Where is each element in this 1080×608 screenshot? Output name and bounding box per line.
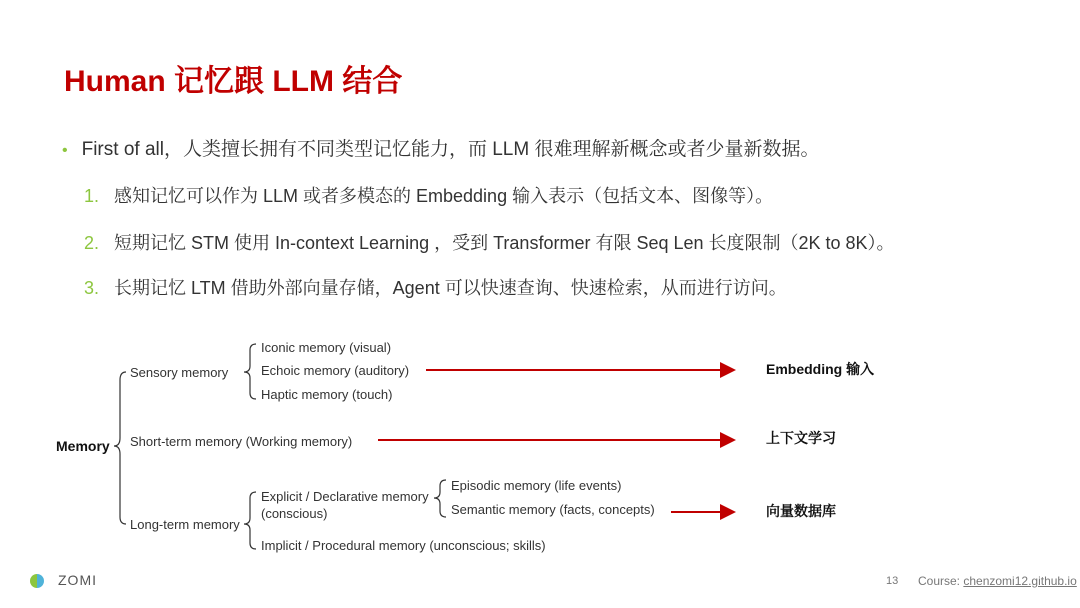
memory-bracket	[114, 372, 126, 524]
iconic-memory-label: Iconic memory (visual)	[261, 340, 392, 355]
long-term-memory-label: Long-term memory	[130, 517, 240, 532]
long-term-bracket	[244, 492, 256, 549]
target-vector-label: 向量数据库	[766, 503, 836, 519]
page-number: 13	[886, 575, 899, 587]
sensory-bracket	[244, 344, 256, 399]
target-context-label: 上下文学习	[766, 430, 836, 446]
point-text: 短期记忆 STM 使用 In-context Learning ，受到 Transformer 有限 Seq Len 长度限制（2K to 8K）。	[114, 233, 895, 253]
short-term-memory-label: Short-term memory (Working memory)	[130, 434, 353, 449]
bullet-dot-icon: •	[62, 142, 68, 159]
explicit-bracket	[434, 480, 446, 517]
zomi-logo-icon	[30, 574, 44, 588]
point-text: 感知记忆可以作为 LLM 或者多模态的 Embedding 输入表示（包括文本、图像等）。	[114, 186, 774, 206]
point-text: 长期记忆 LTM 借助外部向量存储，Agent 可以快速查询、快速检索，从而进行访问。	[114, 278, 787, 298]
course-link[interactable]: chenzomi12.github.io	[963, 574, 1077, 588]
explicit-memory-sublabel: (conscious)	[261, 506, 328, 521]
sensory-memory-label: Sensory memory	[130, 365, 229, 380]
semantic-memory-label: Semantic memory (facts, concepts)	[451, 502, 655, 517]
logo-text: ZOMI	[58, 572, 97, 588]
course-label: Course:	[918, 574, 964, 588]
course-info	[918, 574, 1077, 588]
explicit-memory-label: Explicit / Declarative memory	[261, 489, 429, 504]
point-number: 3.	[84, 278, 100, 298]
episodic-memory-label: Episodic memory (life events)	[451, 478, 622, 493]
point-number: 2.	[84, 233, 100, 253]
echoic-memory-label: Echoic memory (auditory)	[261, 363, 410, 378]
footer	[0, 562, 1080, 602]
implicit-memory-label: Implicit / Procedural memory (unconscious; skills)	[261, 538, 546, 553]
main-bullet-text: First of all，人类擅长拥有不同类型记忆能力，而 LLM 很难理解新概念或者少量新数据。	[81, 139, 820, 160]
memory-root-label: Memory	[56, 438, 110, 454]
slide-title: Human 记忆跟 LLM 结合	[64, 65, 403, 98]
target-embedding-label: Embedding 输入	[766, 361, 875, 377]
haptic-memory-label: Haptic memory (touch)	[261, 387, 393, 402]
point-number: 1.	[84, 186, 100, 206]
